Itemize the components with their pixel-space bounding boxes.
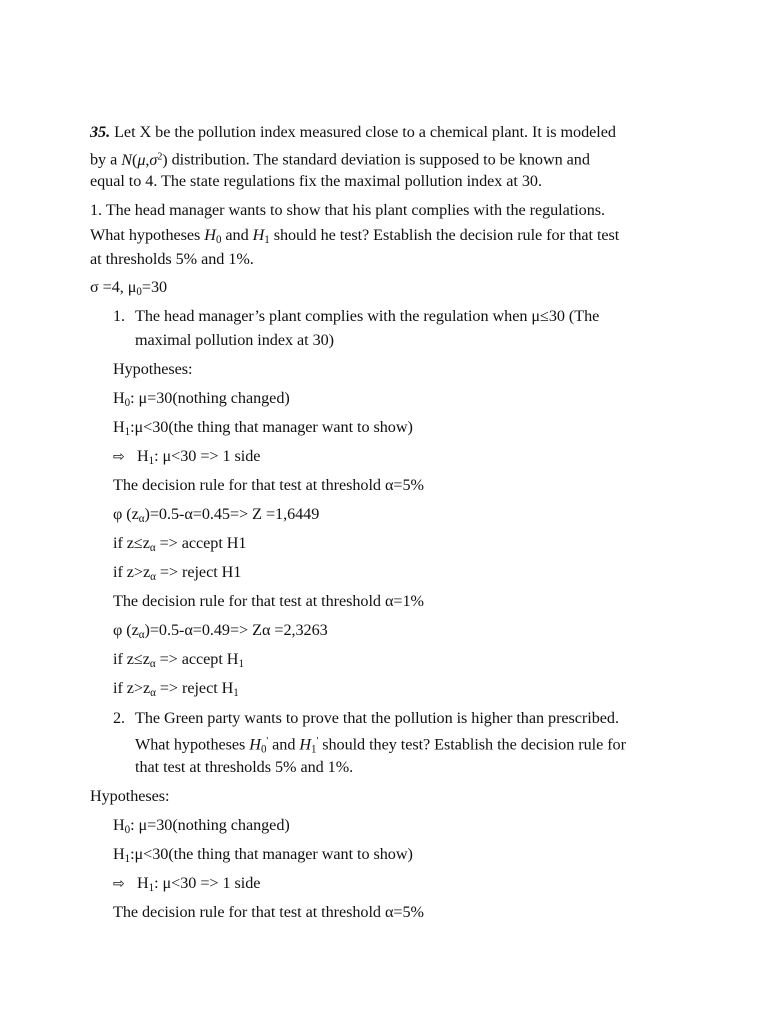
answer-1-h0: $H_0$: μ=30(nothing changed) (113, 389, 290, 409)
answer-2-h0: $H_0$: μ=30(nothing changed) (113, 816, 290, 836)
answer-1-accept-1: if $z\le z_\alpha$ => accept $H_1$ (113, 650, 244, 670)
answer-1-phi-5: φ $(z_\alpha)=0.5-\alpha=0.45=> Z =1,6449$ (113, 505, 320, 525)
answer-1-rule-5: The decision rule for that test at threshold α=5% (113, 476, 424, 494)
implies-arrow-icon: ⇨ (113, 449, 125, 465)
answer-1-phi-1: φ $(z_\alpha)=0.5-\alpha=0.49=> Z\alpha =2,3263$ (113, 621, 328, 641)
answer-1-one-side: ⇨ $H_1$: μ<30 => 1 side (113, 447, 261, 467)
question-1-line-3: at thresholds 5% and 1%. (90, 250, 254, 268)
question-1-line-2: What hypotheses $H_0$ and $H_1$ should he test? Establish the decision rule for that test (90, 226, 620, 246)
question-2-line-2: What hypotheses $H_0'$ and $H_1'$ should they test? Establish the decision rule for (135, 735, 626, 756)
problem-line-2: by a $N(\mu,\sigma^2)$ distribution. The standard deviation is supposed to be known and (90, 150, 590, 169)
answer-2-one-side: ⇨ $H_1$: μ<30 => 1 side (113, 874, 261, 894)
answer-1-rule-1: The decision rule for that test at threshold α=1% (113, 592, 424, 610)
answer-1-reject-5: if $z>z_\alpha$ => reject H1 (113, 563, 242, 583)
problem-line-3: equal to 4. The state regulations fix the maximal pollution index at 30. (90, 172, 542, 190)
implies-arrow-icon: ⇨ (113, 876, 125, 892)
problem-number: 35. (90, 123, 111, 141)
answer-2-hypotheses-label: Hypotheses: (90, 787, 170, 805)
answer-1-hypotheses-label: Hypotheses: (113, 360, 193, 378)
answer-1-h1: $H_1:\mu<30(the$ thing that manager want to show) (113, 418, 413, 438)
question-2-line-3: that test at thresholds 5% and 1%. (135, 758, 354, 776)
question-2-line-1: 2. The Green party wants to prove that the pollution is higher than prescribed. (113, 709, 619, 727)
answer-1-reject-1: if $z>z_\alpha$ => reject $H_1$ (113, 679, 239, 699)
problem-line-1: 35. Let X be the pollution index measured close to a chemical plant. It is modeled (90, 123, 616, 141)
answer-1-accept-5: if $z\le z_\alpha$ => accept H1 (113, 534, 247, 554)
answer-1-line-2: maximal pollution index at 30) (135, 331, 335, 349)
given-values: σ =4, $\mu_0=30$ (90, 278, 168, 298)
normal-distribution-notation: $N(\mu,\sigma^2)$ (121, 150, 168, 169)
question-1-line-1: 1. The head manager wants to show that his plant complies with the regulations. (90, 201, 605, 219)
answer-2-rule-5: The decision rule for that test at threshold α=5% (113, 903, 424, 921)
answer-1-line-1: 1. The head manager’s plant complies with the regulation when μ≤30 (The (113, 307, 600, 325)
answer-2-h1: $H_1:\mu<30(the$ thing that manager want to show) (113, 845, 413, 865)
